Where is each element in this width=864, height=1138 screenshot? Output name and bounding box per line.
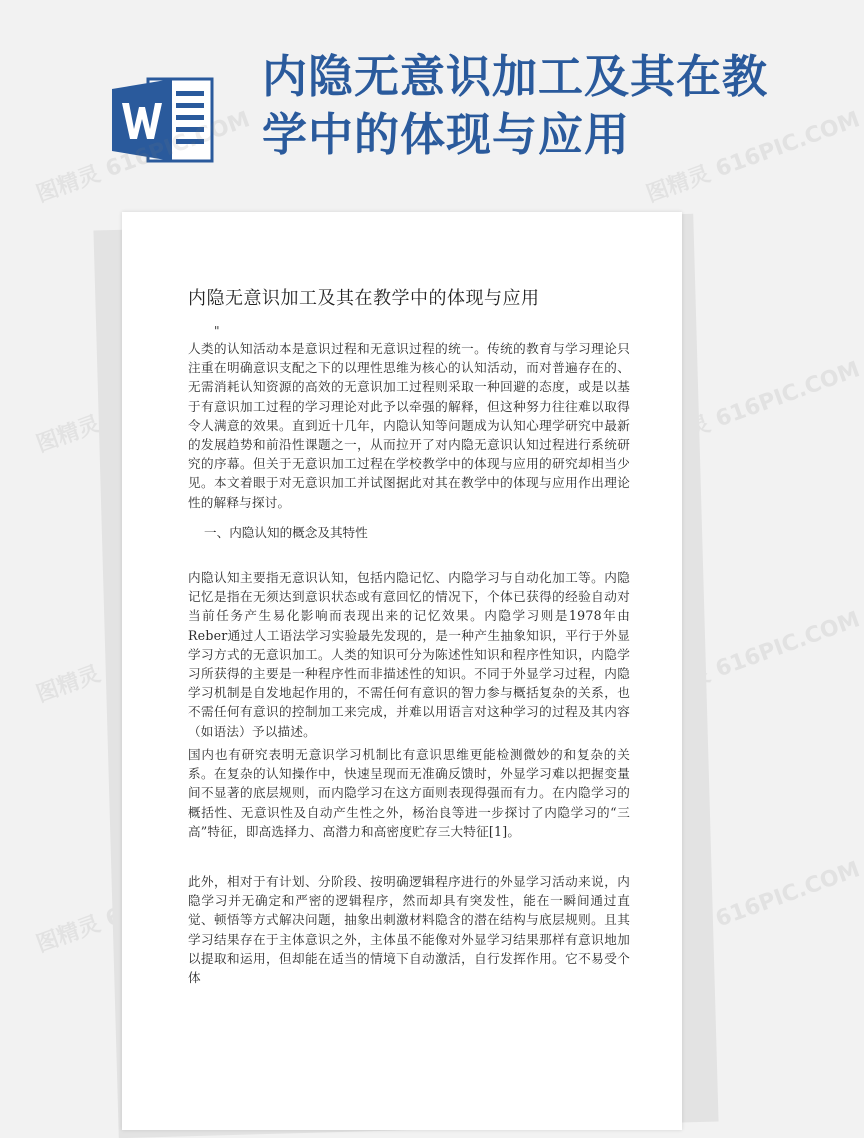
paragraph: 国内也有研究表明无意识学习机制比有意识思维更能检测微妙的和复杂的关系。在复杂的认知操作中，快速呈现而无准确反馈时，外显学习难以把握变量间不显著的底层规则，而内隐学习在这方面则表现得强而有力。在内隐学习的概括性、无意识性及自动产生性之外，杨治良等进一步探讨了内隐学习的“三高”特征，即高选择力、高潜力和高密度贮存三大特征[1]。 [188, 747, 630, 839]
section-heading: 一、内隐认知的概念及其特性 [204, 525, 368, 540]
document-title: 内隐无意识加工及其在教学中的体现与应用 [188, 288, 540, 309]
watermark: 图精灵 616PIC.COM [643, 357, 864, 458]
word-document-icon [110, 75, 220, 165]
page-title: 内隐无意识加工及其在教学中的体现与应用 [262, 50, 769, 161]
watermark: 图精灵 [33, 911, 104, 958]
paragraph: 此外，相对于有计划、分阶段、按明确逻辑程序进行的外显学习活动来说，内隐学习并无确定和严密的逻辑程序，然而却具有突发性，能在一瞬间通过直觉、顿悟等方式解决问题，抽象出刺激材料隐含的潜在结构与底层规则。且其学习结果存在于主体意识之外，主体虽不能像对外显学习结果那样有意识地加以提取和运用，但却能在适当的情境下自动激活，自行发挥作用。它不易受个体 [188, 874, 630, 986]
header [0, 0, 800, 205]
watermark: 图精灵 616PIC.COM [643, 107, 864, 208]
watermark: 图精灵 [33, 661, 104, 708]
watermark: 图精灵 616PIC.COM [643, 607, 864, 708]
watermark: 图精灵 616PIC.COM [33, 107, 254, 208]
watermark: 图精灵 [33, 411, 104, 458]
paragraph: 内隐认知主要指无意识认知，包括内隐记忆、内隐学习与自动化加工等。内隐记忆是指在无须达到意识状态或有意回忆的情况下，个体已获得的经验自动对当前任务产生易化影响而表现出来的记忆效果。内隐学习则是1978年由Reber通过人工语法学习实验最先发现的，是一种产生抽象知识，平行于外显学习方式的无意识加工。人类的知识可分为陈述性知识和程序性知识，内隐学习所获得的主要是一种程序性而非描述性的知识。不同于外显学习过程，内隐学习机制是自发地起作用的，不需任何有意识的智力参与概括复杂的关系，也不需任何有意识的控制加工来完成，并难以用语言对这种学习的过程及其内容（如语法）予以描述。 [188, 570, 630, 739]
watermark: 图精灵 616PIC.COM [643, 857, 864, 958]
document-page [122, 212, 682, 1130]
paragraph: 人类的认知活动本是意识过程和无意识过程的统一。传统的教育与学习理论只注重在明确意识支配之下的以理性思维为核心的认知活动，而对普遍存在的、无需消耗认知资源的高效的无意识加工过程则采取一种回避的态度，或是以基于有意识加工过程的学习理论对此予以牵强的解释，但这种努力往往难以取得令人满意的效果。直到近十几年，内隐认知等问题成为认知心理学研究中最新的发展趋势和前沿性课题之一，从而拉开了对内隐无意识认知过程进行系统研究的序幕。但关于无意识加工过程在学校教学中的体现与应用的研究却相当少见。本文着眼于对无意识加工并试图据此对其在教学中的体现与应用作出理论性的解释与探讨。 [188, 341, 630, 510]
quote-mark: " [214, 324, 220, 338]
